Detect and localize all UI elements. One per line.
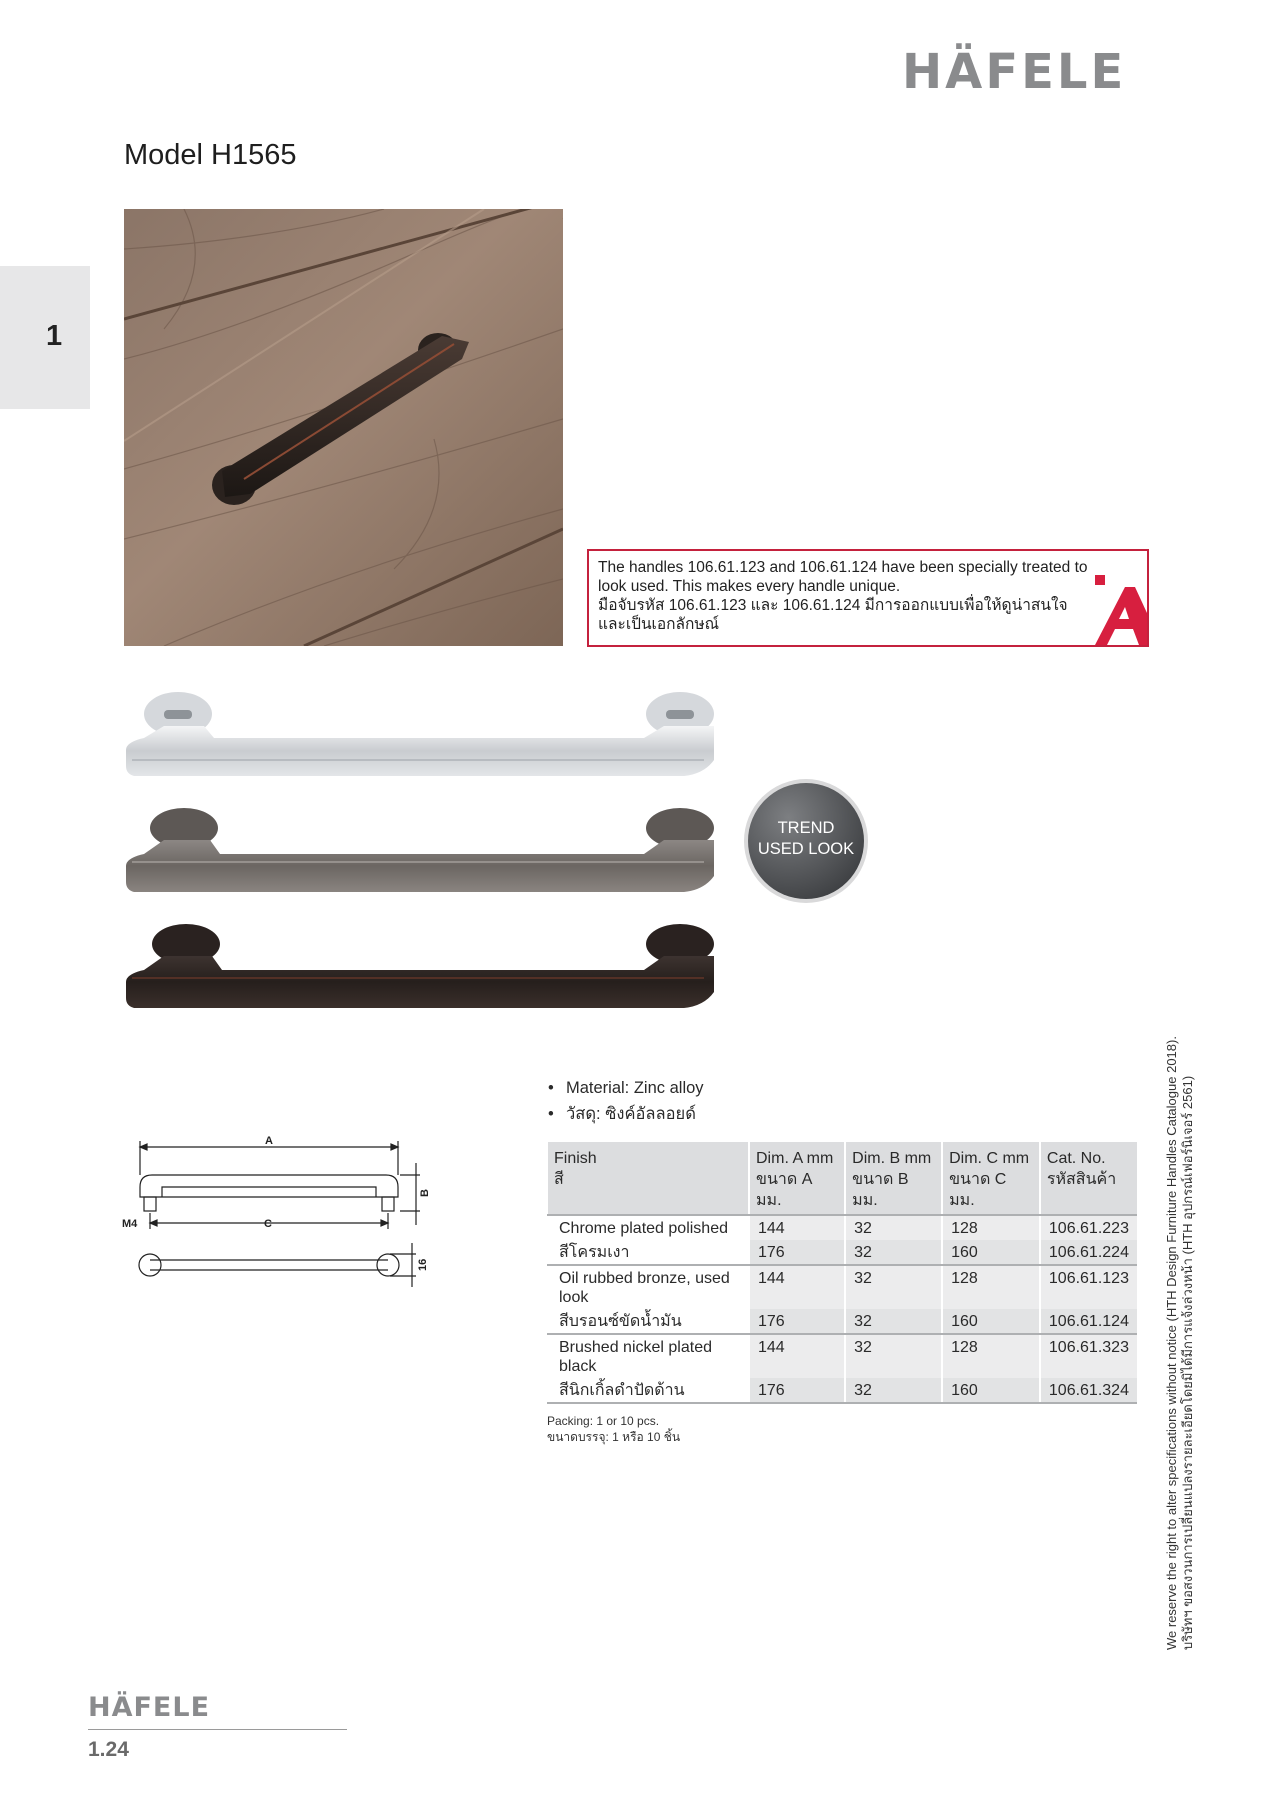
footer-divider <box>88 1729 347 1730</box>
dim-c-cell: 160 <box>942 1378 1040 1403</box>
header-dim-c: Dim. C mm ขนาด C มม. <box>942 1142 1040 1215</box>
product-photo <box>124 209 563 646</box>
table-header-row <box>548 1142 1137 1215</box>
handle-black-image <box>124 920 714 1020</box>
used-look-note <box>587 549 1149 647</box>
handle-chrome-image <box>124 690 714 790</box>
dim-a-cell: 144 <box>749 1215 845 1240</box>
footer-logo-text: HÄFELE <box>88 1692 211 1723</box>
footnote-english: We reserve the right to alter specifications without notice (HTH Design Furniture Handles Catalogue 2018). <box>1164 1036 1179 1650</box>
dim-b-cell: 32 <box>845 1378 942 1403</box>
dim-b-cell: 32 <box>845 1334 942 1378</box>
footnote-thai: บริษัทฯ ขอสงวนการเปลี่ยนแปลงรายละเอียดโดยมิได้มีการแจ้งล่วงหน้า (HTH อุปกรณ์เฟอร์นิเจอร์ 2561) <box>1180 1075 1195 1650</box>
table-row <box>548 1240 1137 1265</box>
cat-no-cell: 106.61.323 <box>1040 1334 1137 1378</box>
trend-badge-text <box>742 818 870 860</box>
dim-c-cell: 160 <box>942 1309 1040 1334</box>
table-row <box>548 1334 1137 1378</box>
finish-thai: สีนิกเกิ้ลดำปัดด้าน <box>548 1378 749 1403</box>
cat-no-cell: 106.61.224 <box>1040 1240 1137 1265</box>
cat-no-cell: 106.61.124 <box>1040 1309 1137 1334</box>
packing-thai: ขนาดบรรจุ: 1 หรือ 10 ชิ้น <box>547 1430 681 1444</box>
dim-c-cell: 128 <box>942 1334 1040 1378</box>
logo-text: HÄFELE <box>902 44 1127 100</box>
header-cat-no: Cat. No. รหัสสินค้า <box>1040 1142 1137 1215</box>
technical-drawing <box>120 1135 440 1315</box>
dim-b-cell: 32 <box>845 1215 942 1240</box>
packing-info <box>547 1413 680 1445</box>
packing-english: Packing: 1 or 10 pcs. <box>547 1414 660 1428</box>
dim-label-a: A <box>265 1135 273 1147</box>
table-row <box>548 1215 1137 1240</box>
dim-label-m4: M4 <box>122 1218 138 1230</box>
dim-a-cell: 144 <box>749 1334 845 1378</box>
footer-hafele-logo <box>88 1694 210 1721</box>
cat-no-cell: 106.61.123 <box>1040 1265 1137 1309</box>
handle-bronze-image <box>124 806 714 906</box>
specification-table <box>547 1142 1137 1404</box>
trend-line-1: TREND <box>777 819 835 837</box>
note-thai: มือจับรหัส 106.61.123 และ 106.61.124 มีการออกแบบเพื่อให้ดูน่าสนใจและเป็นเอกลักษณ์ <box>598 597 1068 633</box>
material-thai: • วัสดุ: ซิงค์อัลลอยด์ <box>546 1101 704 1127</box>
header-dim-a: Dim. A mm ขนาด A มม. <box>749 1142 845 1215</box>
legal-footnote <box>1164 1010 1196 1650</box>
header-dim-b: Dim. B mm ขนาด B มม. <box>845 1142 942 1215</box>
note-english: The handles 106.61.123 and 106.61.124 have been specially treated to look used. This makes every handle unique. <box>598 559 1088 595</box>
trend-line-2: USED LOOK <box>757 840 855 858</box>
dim-c-cell: 128 <box>942 1215 1040 1240</box>
hafele-logo <box>902 44 1127 100</box>
dim-c-cell: 128 <box>942 1265 1040 1309</box>
cat-no-cell: 106.61.324 <box>1040 1378 1137 1403</box>
dim-b-cell: 32 <box>845 1240 942 1265</box>
chapter-tab <box>0 266 90 409</box>
table-row <box>548 1309 1137 1334</box>
hafele-a-icon <box>1091 573 1147 645</box>
finish-english: Oil rubbed bronze, used look <box>548 1265 749 1309</box>
dim-c-cell: 160 <box>942 1240 1040 1265</box>
finish-thai: สีโครมเงา <box>548 1240 749 1265</box>
dim-b-cell: 32 <box>845 1309 942 1334</box>
chapter-number: 1 <box>46 320 63 352</box>
table-row <box>548 1378 1137 1403</box>
finish-english: Brushed nickel plated black <box>548 1334 749 1378</box>
dim-a-cell: 176 <box>749 1240 845 1265</box>
page-number: 1.24 <box>88 1738 129 1761</box>
material-list <box>546 1075 704 1127</box>
table-row <box>548 1265 1137 1309</box>
dim-label-16: 16 <box>417 1258 429 1271</box>
finish-thai: สีบรอนซ์ขัดน้ำมัน <box>548 1309 749 1334</box>
dim-label-c: C <box>264 1218 272 1230</box>
dim-a-cell: 176 <box>749 1378 845 1403</box>
page-title: Model H1565 <box>124 139 297 171</box>
header-finish: Finish สี <box>548 1142 749 1215</box>
material-english: • Material: Zinc alloy <box>546 1075 704 1101</box>
cat-no-cell: 106.61.223 <box>1040 1215 1137 1240</box>
dim-b-cell: 32 <box>845 1265 942 1309</box>
dim-a-cell: 176 <box>749 1309 845 1334</box>
dim-a-cell: 144 <box>749 1265 845 1309</box>
finish-english: Chrome plated polished <box>548 1215 749 1240</box>
dim-label-b: B <box>419 1189 431 1197</box>
